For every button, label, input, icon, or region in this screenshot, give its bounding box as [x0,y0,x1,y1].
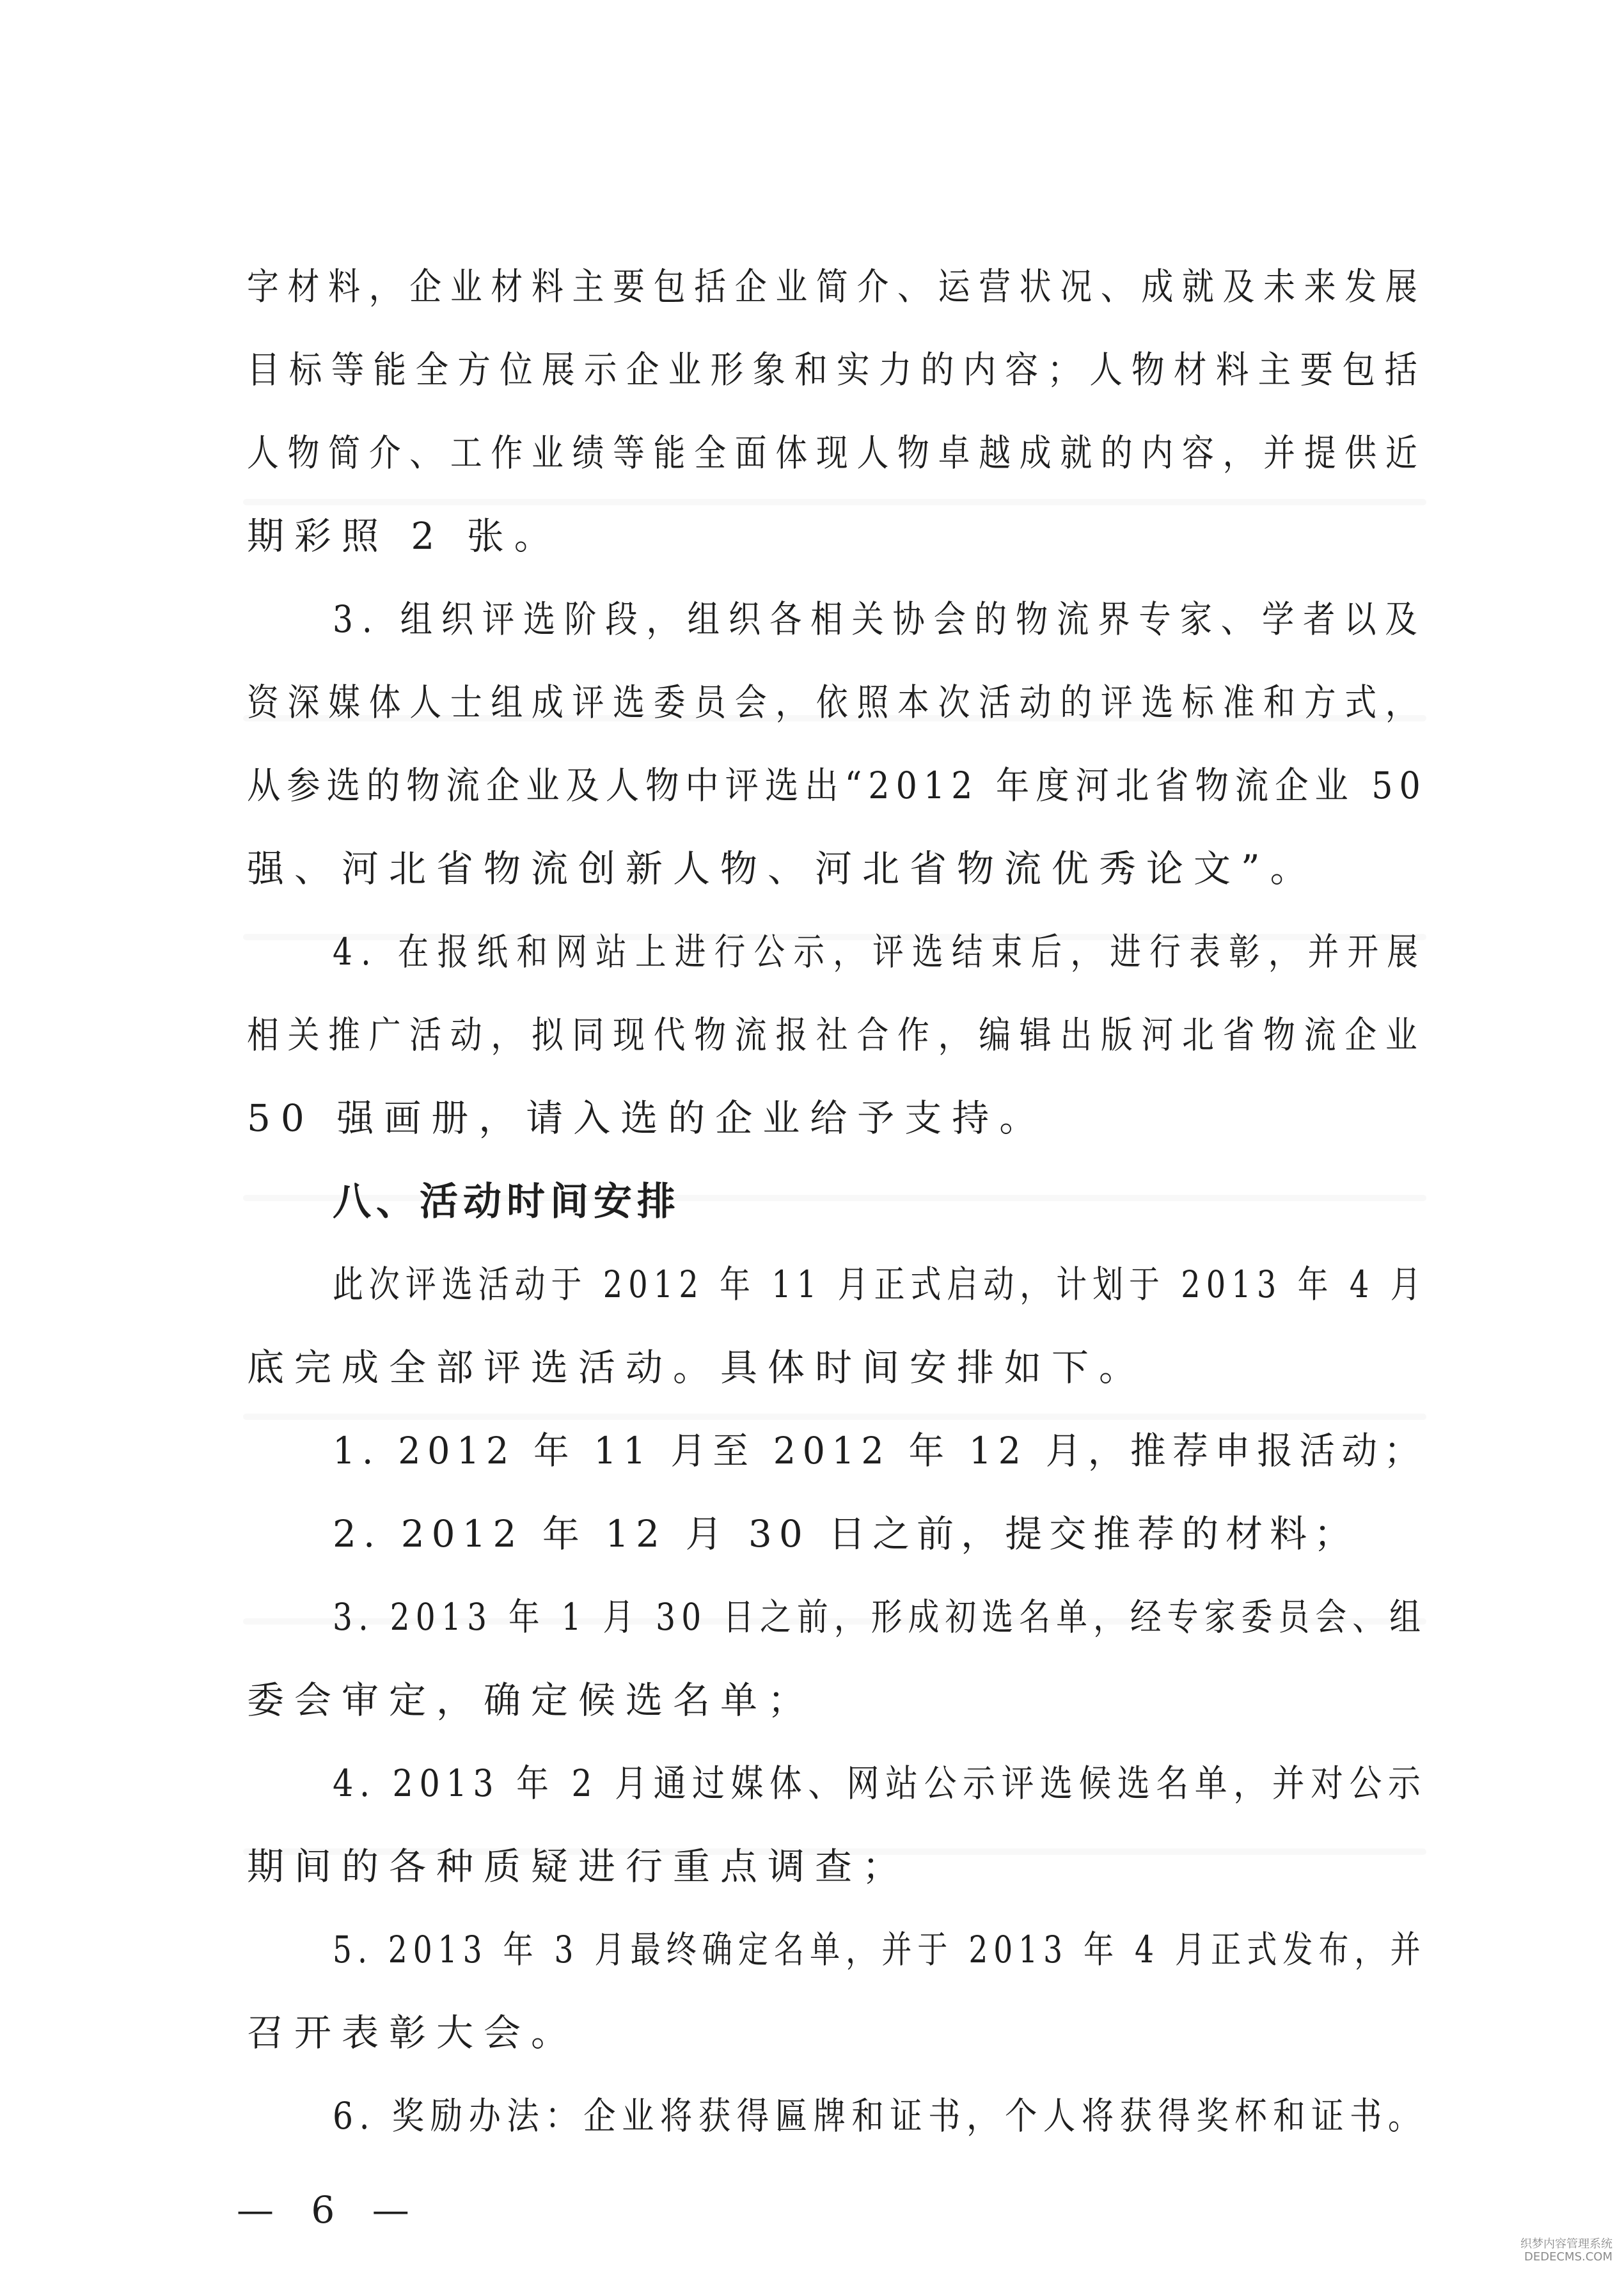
body-text-line: 委会审定，确定候选名单； [247,1678,816,1722]
site-watermark [1520,2238,1612,2264]
body-text-line: 召开表彰大会。 [247,2011,579,2054]
body-text-line: 目标等能全方位展示企业形象和实力的内容；人物材料主要包括 [247,348,1427,391]
scan-bleed-mark [243,1414,1426,1420]
body-text-line: 底完成全部评选活动。具体时间安排如下。 [247,1346,1147,1389]
body-text-line: 5. 2013 年 3 月最终确定名单，并于 2013 年 4 月正式发布，并 [333,1928,1426,1971]
body-text-line: 此次评选活动于 2012 年 11 月正式启动，计划于 2013 年 4 月 [333,1263,1427,1306]
body-text-line: 1. 2012 年 11 月至 2012 年 12 月，推荐申报活动； [333,1429,1426,1472]
body-text-line: 资深媒体人士组成评选委员会，依照本次活动的评选标准和方式， [247,681,1426,724]
scan-bleed-mark [243,499,1426,505]
body-text-line: 2. 2012 年 12 月 30 日之前，提交推荐的材料； [333,1512,1359,1556]
body-text-line: 6. 奖励办法：企业将获得匾牌和证书，个人将获得奖杯和证书。 [333,2094,1426,2138]
body-text-line: 期间的各种质疑进行重点调查； [247,1845,910,1888]
body-text-line: 字材料，企业材料主要包括企业简介、运营状况、成就及未来发展 [247,265,1426,308]
body-text-line: 期彩照 2 张。 [247,514,562,558]
body-text-line: 人物简介、工作业绩等能全面体现人物卓越成就的内容，并提供近 [247,431,1426,475]
body-text-line: 强、河北省物流创新人物、河北省物流优秀论文”。 [247,847,1318,890]
body-text-line: 从参选的物流企业及人物中评选出“2012 年度河北省物流企业 50 [247,764,1427,807]
section-heading: 八、活动时间安排 [333,1179,681,1224]
body-text-line: 3. 组织评选阶段，组织各相关协会的物流界专家、学者以及 [333,597,1426,641]
body-text-line: 4. 在报纸和网站上进行公示，评选结束后，进行表彰，并开展 [333,930,1427,973]
body-text-line: 50 强画册，请入选的企业给予支持。 [247,1096,1047,1140]
body-text-line: 3. 2013 年 1 月 30 日之前，形成初选名单，经专家委员会、组 [333,1595,1427,1639]
watermark-line: DEDECMS.COM [1524,2250,1612,2264]
body-text-line: 相关推广活动，拟同现代物流报社合作，编辑出版河北省物流企业 [247,1013,1426,1057]
page-number: — 6 — [237,2188,422,2232]
body-text-line: 4. 2013 年 2 月通过媒体、网站公示评选候选名单，并对公示 [333,1762,1427,1805]
watermark-line: 织梦内容管理系统 [1520,2237,1612,2251]
